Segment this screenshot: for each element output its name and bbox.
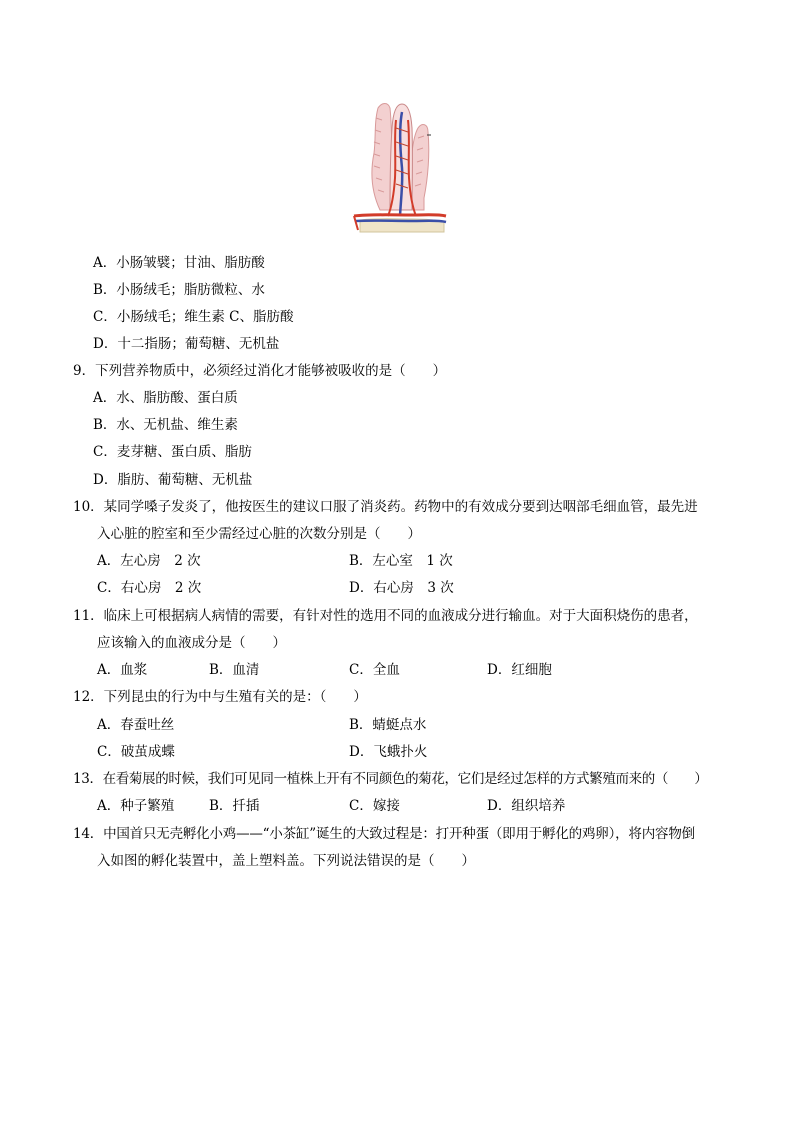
q13-stem: 13．在看菊展的时候，我们可见同一植株上开有不同颜色的菊花，它们是经过怎样的方式繁殖而来的（ ） (73, 771, 708, 787)
q8-option-c: C．小肠绒毛；维生素 C、脂肪酸 (93, 309, 294, 325)
q8-option-a: A．小肠皱襞；甘油、脂肪酸 (93, 255, 265, 271)
q9-option-b: B．水、无机盐、维生素 (93, 417, 238, 433)
q12-option-c: C．破茧成蝶 (97, 744, 175, 760)
q8-option-b: B．小肠绒毛；脂肪微粒、水 (93, 282, 265, 298)
q10-stem-line1: 10．某同学嗓子发炎了，他按医生的建议口服了消炎药。药物中的有效成分要到达咽部毛细血管，最先进 (73, 499, 698, 515)
q9-option-a: A．水、脂肪酸、蛋白质 (93, 390, 238, 406)
q14-stem-line1: 14．中国首只无壳孵化小鸡——“小茶缸”诞生的大致过程是：打开种蛋（即用于孵化的鸡卵），将内容物倒 (73, 826, 695, 842)
q12-option-b: B．蜻蜓点水 (349, 717, 427, 733)
q12-option-a: A．春蚕吐丝 (97, 717, 175, 733)
q13-option-c: C．嫁接 (349, 798, 400, 814)
q11-stem-line2: 应该输入的血液成分是（ ） (97, 635, 286, 651)
q13-option-b: B．扦插 (209, 798, 260, 814)
q11-option-b: B．血清 (209, 662, 260, 678)
q10-stem-line2: 入心脏的腔室和至少需经过心脏的次数分别是（ ） (97, 526, 421, 542)
q9-option-c: C．麦芽糖、蛋白质、脂肪 (93, 444, 252, 460)
q11-option-c: C．全血 (349, 662, 400, 678)
q10-option-a: A．左心房 2 次 (97, 553, 201, 569)
q10-option-b: B．左心室 1 次 (349, 553, 453, 569)
q13-option-a: A．种子繁殖 (97, 798, 175, 814)
q10-option-c: C．右心房 2 次 (97, 580, 202, 596)
q11-stem-line1: 11．临床上可根据病人病情的需要，有针对性的选用不同的血液成分进行输血。对于大面积烧伤的患者， (73, 608, 698, 624)
intestinal-villus-icon (352, 98, 448, 236)
q9-option-d: D．脂肪、葡萄糖、无机盐 (93, 472, 253, 488)
q10-option-d: D．右心房 3 次 (349, 580, 454, 596)
q12-stem: 12．下列昆虫的行为中与生殖有关的是：（ ） (73, 689, 367, 705)
q11-option-a: A．血浆 (97, 662, 148, 678)
q12-option-d: D．飞蛾扑火 (349, 744, 428, 760)
q11-option-d: D．红细胞 (487, 662, 552, 678)
q14-stem-line2: 入如图的孵化装置中，盖上塑料盖。下列说法错误的是（ ） (97, 853, 475, 869)
q9-stem: 9．下列营养物质中，必须经过消化才能够被吸收的是（ ） (73, 363, 447, 379)
q13-option-d: D．组织培养 (487, 798, 566, 814)
q8-option-d: D．十二指肠；葡萄糖、无机盐 (93, 336, 280, 352)
